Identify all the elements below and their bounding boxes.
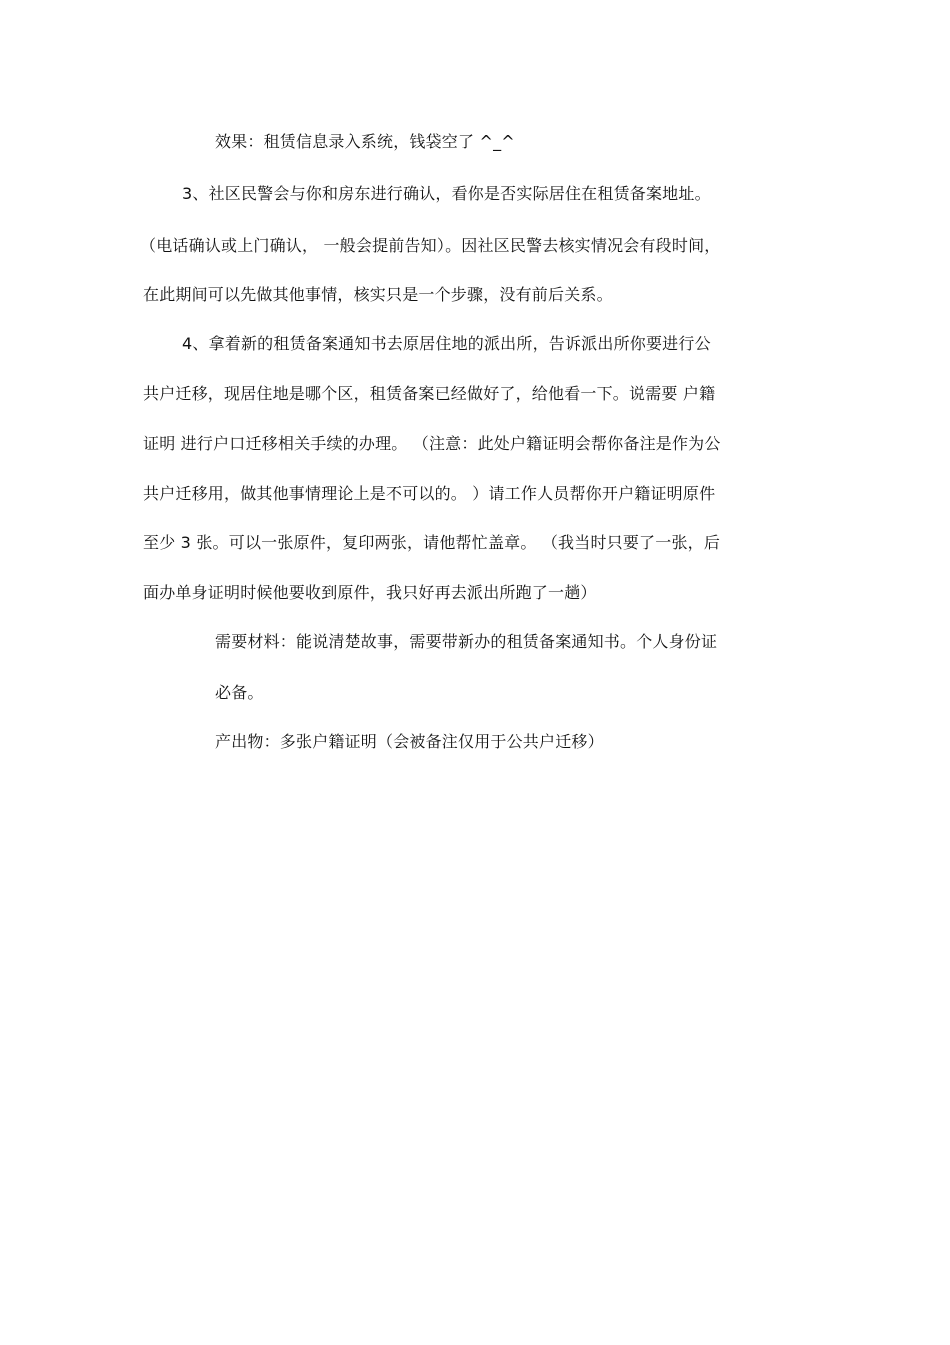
step-4-line-3: 证明 进行户口迁移相关手续的办理。 （注意：此处户籍证明会帮你备注是作为公 xyxy=(143,434,721,453)
step-4-line-4: 共户迁移用，做其他事情理论上是不可以的。 ）请工作人员帮你开户籍证明原件 xyxy=(143,484,716,503)
step-3-line-3: 在此期间可以先做其他事情，核实只是一个步骤，没有前后关系。 xyxy=(143,285,613,304)
step-4-line-2: 共户迁移，现居住地是哪个区，租赁备案已经做好了，给他看一下。说需要 户籍 xyxy=(143,384,716,403)
step-3-line-1: 3、社区民警会与你和房东进行确认，看你是否实际居住在租赁备案地址。 xyxy=(182,184,711,203)
step-4-line-5: 至少 3 张。可以一张原件，复印两张，请他帮忙盖章。 （我当时只要了一张，后 xyxy=(143,533,721,552)
step-3-line-2: （电话确认或上门确认， 一般会提前告知）。因社区民警去核实情况会有段时间， xyxy=(140,236,721,255)
step-4-line-6: 面办单身证明时候他要收到原件，我只好再去派出所跑了一趟） xyxy=(143,583,597,602)
materials-line-1: 需要材料：能说清楚故事，需要带新办的租赁备案通知书。个人身份证 xyxy=(215,632,718,651)
materials-line-2: 必备。 xyxy=(215,683,264,702)
effect-line: 效果：租赁信息录入系统，钱袋空了 ^_^ xyxy=(215,132,515,151)
step-4-line-1: 4、拿着新的租赁备案通知书去原居住地的派出所，告诉派出所你要进行公 xyxy=(182,334,711,353)
output-line: 产出物：多张户籍证明（会被备注仅用于公共户迁移） xyxy=(215,732,604,751)
